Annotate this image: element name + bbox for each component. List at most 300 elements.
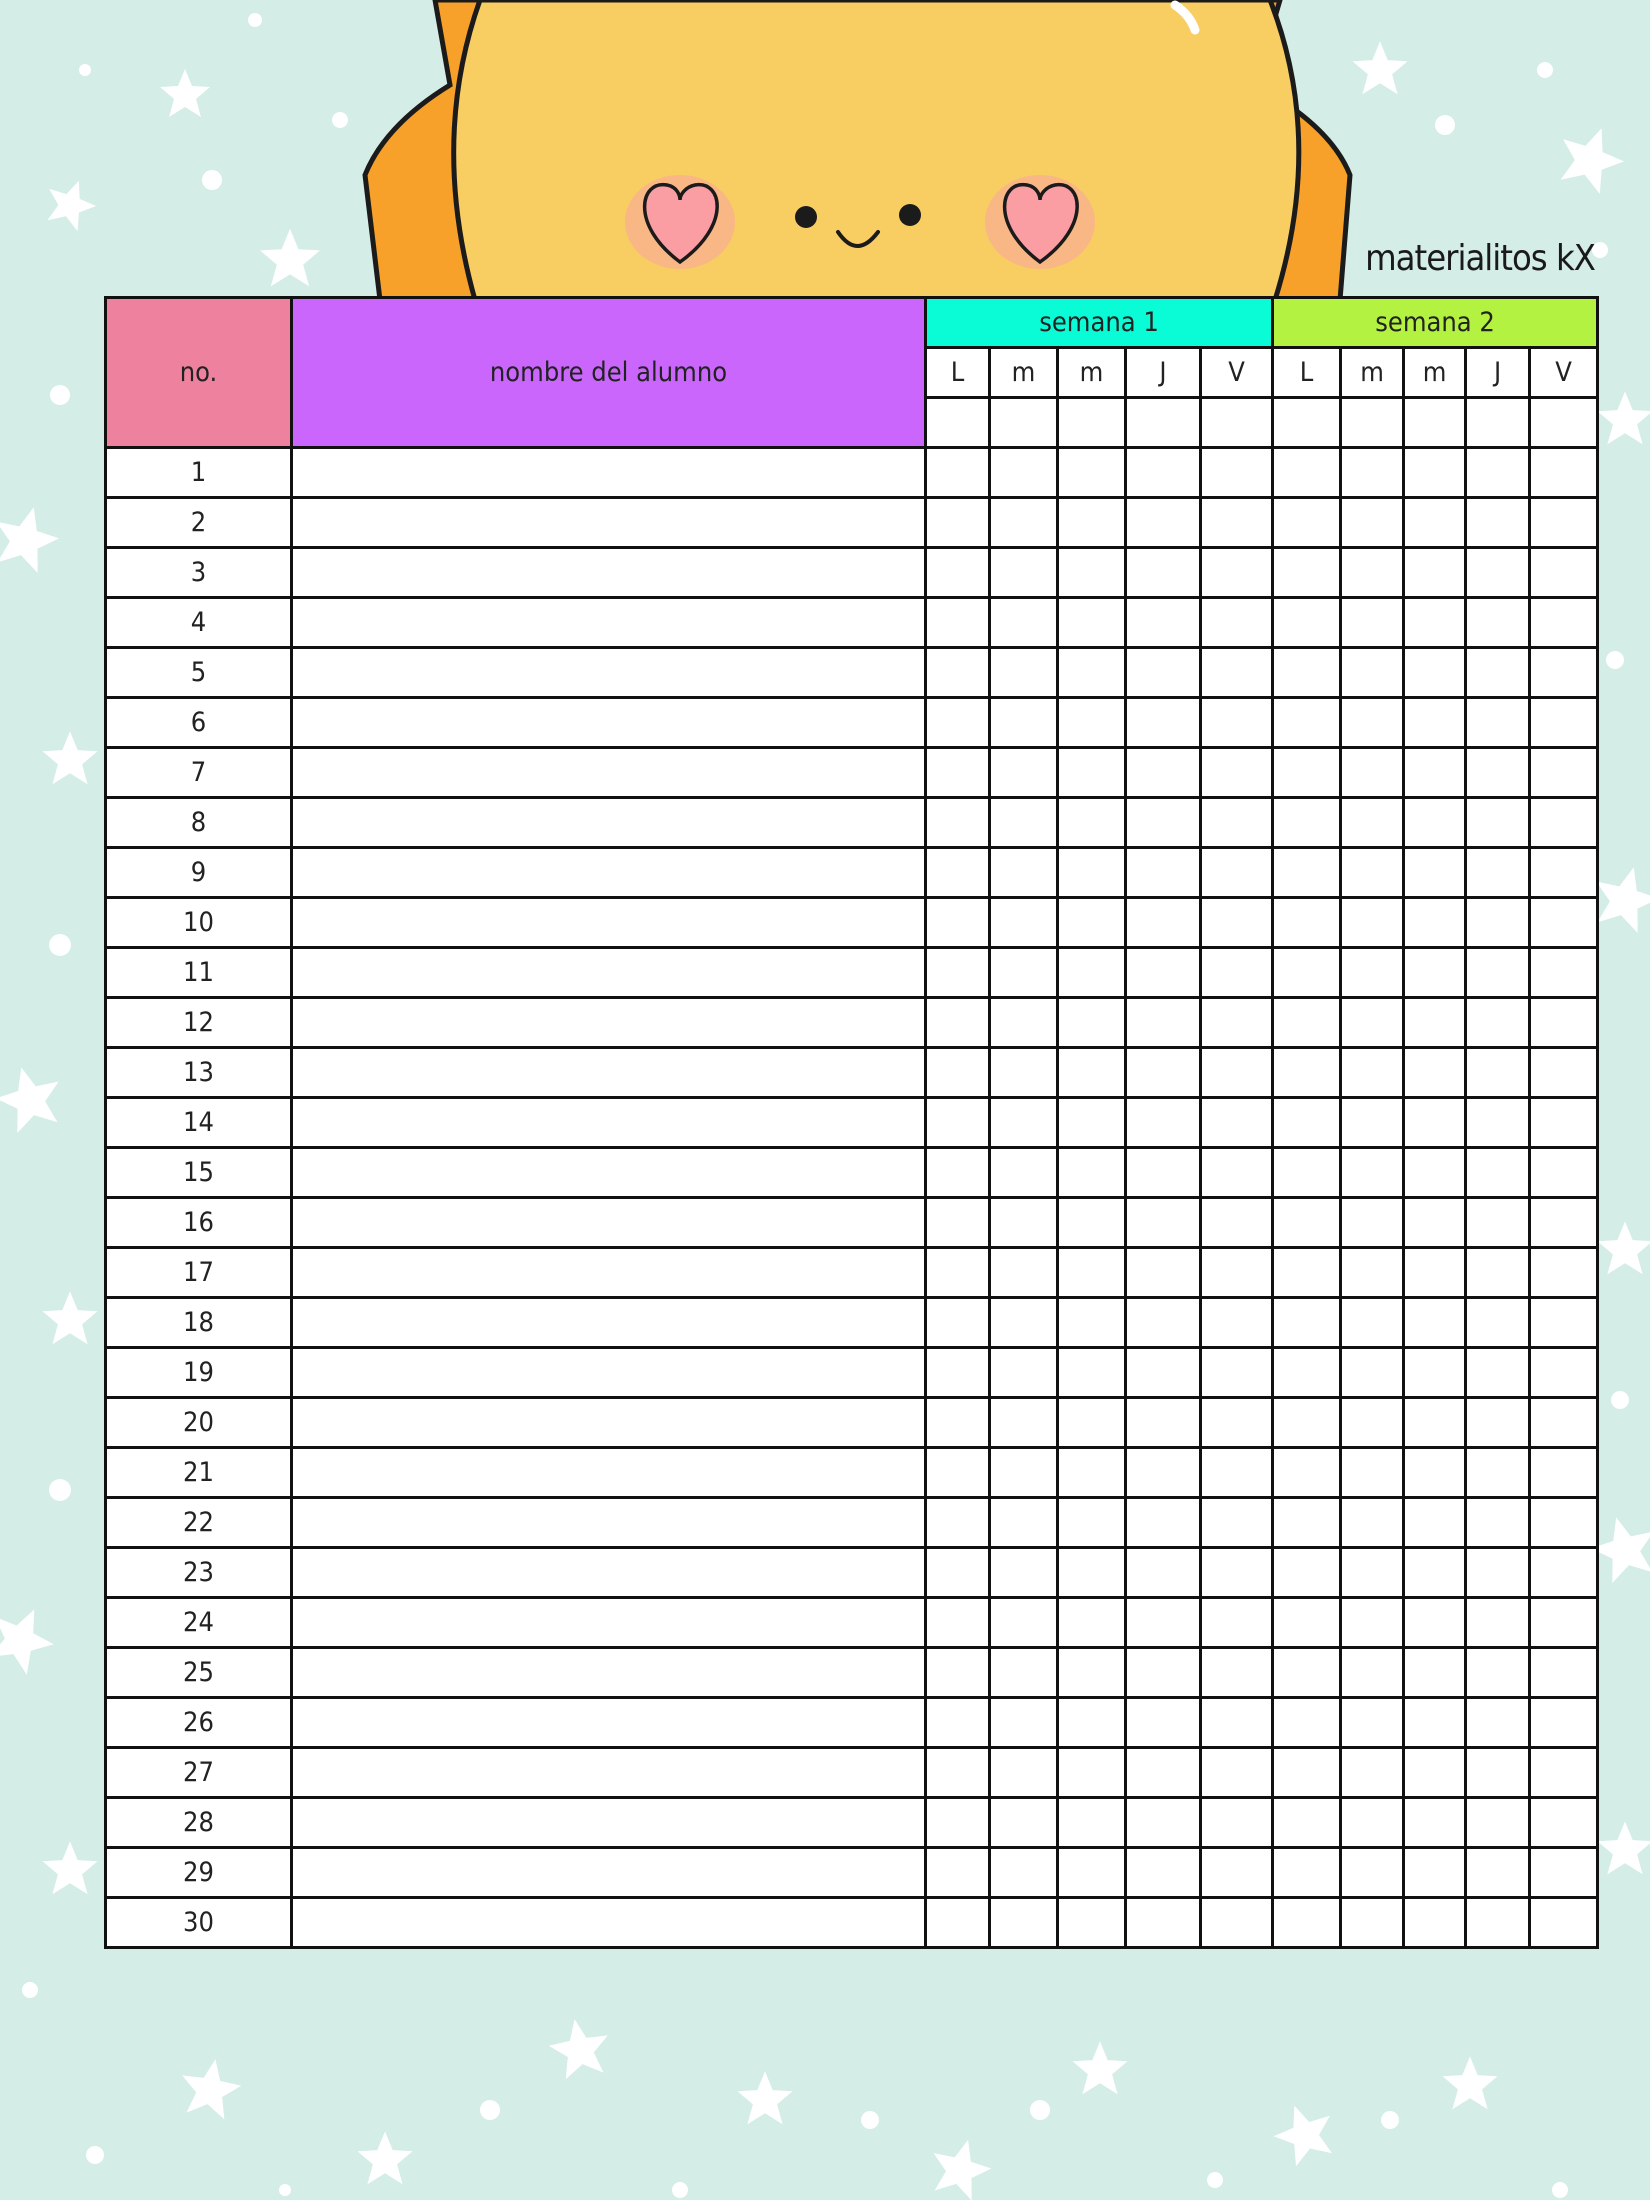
attendance-cell[interactable] xyxy=(1466,848,1530,898)
student-name-cell[interactable] xyxy=(292,1398,926,1448)
attendance-cell[interactable] xyxy=(1201,1498,1273,1548)
attendance-cell[interactable] xyxy=(1530,598,1598,648)
attendance-cell[interactable] xyxy=(926,1148,990,1198)
attendance-cell[interactable] xyxy=(1273,598,1341,648)
attendance-cell[interactable] xyxy=(1201,1448,1273,1498)
attendance-cell[interactable] xyxy=(1273,648,1341,698)
attendance-cell[interactable] xyxy=(990,1748,1058,1798)
attendance-cell[interactable] xyxy=(1273,1798,1341,1848)
attendance-cell[interactable] xyxy=(990,698,1058,748)
attendance-cell[interactable] xyxy=(1126,548,1201,598)
student-name-cell[interactable] xyxy=(292,1698,926,1748)
attendance-cell[interactable] xyxy=(1530,1498,1598,1548)
attendance-cell[interactable] xyxy=(926,1698,990,1748)
attendance-cell[interactable] xyxy=(1341,1848,1404,1898)
attendance-cell[interactable] xyxy=(1201,1198,1273,1248)
attendance-cell[interactable] xyxy=(1341,1348,1404,1398)
attendance-cell[interactable] xyxy=(1126,1748,1201,1798)
attendance-cell[interactable] xyxy=(1466,1148,1530,1198)
attendance-cell[interactable] xyxy=(990,798,1058,848)
attendance-cell[interactable] xyxy=(926,898,990,948)
attendance-cell[interactable] xyxy=(1530,798,1598,848)
attendance-cell[interactable] xyxy=(1530,1348,1598,1398)
attendance-cell[interactable] xyxy=(1126,448,1201,498)
attendance-cell[interactable] xyxy=(1530,498,1598,548)
attendance-cell[interactable] xyxy=(1341,498,1404,548)
attendance-cell[interactable] xyxy=(926,498,990,548)
attendance-cell[interactable] xyxy=(1341,898,1404,948)
attendance-cell[interactable] xyxy=(926,598,990,648)
attendance-cell[interactable] xyxy=(1273,1398,1341,1448)
student-name-cell[interactable] xyxy=(292,1248,926,1298)
attendance-cell[interactable] xyxy=(1466,898,1530,948)
attendance-cell[interactable] xyxy=(1404,848,1466,898)
attendance-cell[interactable] xyxy=(926,1248,990,1298)
attendance-cell[interactable] xyxy=(1341,1398,1404,1448)
attendance-cell[interactable] xyxy=(990,1498,1058,1548)
attendance-cell[interactable] xyxy=(926,698,990,748)
attendance-cell[interactable] xyxy=(1126,1798,1201,1848)
attendance-cell[interactable] xyxy=(990,1548,1058,1598)
attendance-cell[interactable] xyxy=(1201,698,1273,748)
attendance-cell[interactable] xyxy=(1126,1148,1201,1198)
attendance-cell[interactable] xyxy=(1126,498,1201,548)
attendance-cell[interactable] xyxy=(926,1898,990,1948)
blank-header-cell[interactable] xyxy=(1058,398,1126,448)
attendance-cell[interactable] xyxy=(1404,1498,1466,1548)
attendance-cell[interactable] xyxy=(1466,1048,1530,1098)
attendance-cell[interactable] xyxy=(926,1598,990,1648)
blank-header-cell[interactable] xyxy=(1201,398,1273,448)
attendance-cell[interactable] xyxy=(1273,1748,1341,1798)
attendance-cell[interactable] xyxy=(1466,1898,1530,1948)
attendance-cell[interactable] xyxy=(1341,448,1404,498)
attendance-cell[interactable] xyxy=(1404,1098,1466,1148)
attendance-cell[interactable] xyxy=(1058,1598,1126,1648)
attendance-cell[interactable] xyxy=(926,1398,990,1448)
attendance-cell[interactable] xyxy=(990,898,1058,948)
attendance-cell[interactable] xyxy=(1273,798,1341,848)
attendance-cell[interactable] xyxy=(1341,1048,1404,1098)
student-name-cell[interactable] xyxy=(292,898,926,948)
attendance-cell[interactable] xyxy=(1341,1548,1404,1598)
attendance-cell[interactable] xyxy=(1341,548,1404,598)
student-name-cell[interactable] xyxy=(292,848,926,898)
attendance-cell[interactable] xyxy=(1341,1798,1404,1848)
attendance-cell[interactable] xyxy=(1058,748,1126,798)
attendance-cell[interactable] xyxy=(990,598,1058,648)
attendance-cell[interactable] xyxy=(1404,648,1466,698)
attendance-cell[interactable] xyxy=(990,1348,1058,1398)
attendance-cell[interactable] xyxy=(1404,698,1466,748)
attendance-cell[interactable] xyxy=(926,948,990,998)
student-name-cell[interactable] xyxy=(292,1748,926,1798)
attendance-cell[interactable] xyxy=(1530,948,1598,998)
attendance-cell[interactable] xyxy=(1341,648,1404,698)
attendance-cell[interactable] xyxy=(1201,998,1273,1048)
attendance-cell[interactable] xyxy=(1201,1398,1273,1448)
attendance-cell[interactable] xyxy=(1404,1748,1466,1798)
attendance-cell[interactable] xyxy=(1530,898,1598,948)
attendance-cell[interactable] xyxy=(1273,748,1341,798)
attendance-cell[interactable] xyxy=(1201,448,1273,498)
attendance-cell[interactable] xyxy=(1466,1848,1530,1898)
attendance-cell[interactable] xyxy=(990,948,1058,998)
attendance-cell[interactable] xyxy=(1273,1098,1341,1148)
attendance-cell[interactable] xyxy=(1404,1198,1466,1248)
student-name-cell[interactable] xyxy=(292,1898,926,1948)
attendance-cell[interactable] xyxy=(1530,748,1598,798)
attendance-cell[interactable] xyxy=(1058,948,1126,998)
attendance-cell[interactable] xyxy=(990,1648,1058,1698)
attendance-cell[interactable] xyxy=(1404,598,1466,648)
attendance-cell[interactable] xyxy=(1466,448,1530,498)
attendance-cell[interactable] xyxy=(1530,448,1598,498)
attendance-cell[interactable] xyxy=(1058,1698,1126,1748)
attendance-cell[interactable] xyxy=(1530,548,1598,598)
attendance-cell[interactable] xyxy=(1466,1248,1530,1298)
attendance-cell[interactable] xyxy=(1341,748,1404,798)
student-name-cell[interactable] xyxy=(292,1098,926,1148)
attendance-cell[interactable] xyxy=(926,1448,990,1498)
attendance-cell[interactable] xyxy=(1058,898,1126,948)
attendance-cell[interactable] xyxy=(1126,1048,1201,1098)
attendance-cell[interactable] xyxy=(1466,1398,1530,1448)
attendance-cell[interactable] xyxy=(1126,1348,1201,1398)
attendance-cell[interactable] xyxy=(990,1848,1058,1898)
attendance-cell[interactable] xyxy=(1126,1598,1201,1648)
student-name-cell[interactable] xyxy=(292,1848,926,1898)
student-name-cell[interactable] xyxy=(292,1598,926,1648)
attendance-cell[interactable] xyxy=(1404,1698,1466,1748)
student-name-cell[interactable] xyxy=(292,1498,926,1548)
blank-header-cell[interactable] xyxy=(1126,398,1201,448)
student-name-cell[interactable] xyxy=(292,648,926,698)
attendance-cell[interactable] xyxy=(1530,1648,1598,1698)
attendance-cell[interactable] xyxy=(1058,1048,1126,1098)
blank-header-cell[interactable] xyxy=(1530,398,1598,448)
attendance-cell[interactable] xyxy=(1273,448,1341,498)
attendance-cell[interactable] xyxy=(1058,1148,1126,1198)
attendance-cell[interactable] xyxy=(990,748,1058,798)
attendance-cell[interactable] xyxy=(1273,1298,1341,1348)
attendance-cell[interactable] xyxy=(1466,998,1530,1048)
attendance-cell[interactable] xyxy=(1273,1598,1341,1648)
attendance-cell[interactable] xyxy=(1530,698,1598,748)
attendance-cell[interactable] xyxy=(1530,1548,1598,1598)
attendance-cell[interactable] xyxy=(1201,1848,1273,1898)
attendance-cell[interactable] xyxy=(1201,1648,1273,1698)
attendance-cell[interactable] xyxy=(1058,548,1126,598)
attendance-cell[interactable] xyxy=(1341,1898,1404,1948)
attendance-cell[interactable] xyxy=(990,1448,1058,1498)
attendance-cell[interactable] xyxy=(926,1298,990,1348)
attendance-cell[interactable] xyxy=(1058,1798,1126,1848)
attendance-cell[interactable] xyxy=(990,1098,1058,1148)
attendance-cell[interactable] xyxy=(1341,798,1404,848)
blank-header-cell[interactable] xyxy=(1341,398,1404,448)
attendance-cell[interactable] xyxy=(1058,498,1126,548)
attendance-cell[interactable] xyxy=(1341,848,1404,898)
attendance-cell[interactable] xyxy=(1126,798,1201,848)
attendance-cell[interactable] xyxy=(1126,998,1201,1048)
attendance-cell[interactable] xyxy=(1341,998,1404,1048)
attendance-cell[interactable] xyxy=(926,1798,990,1848)
attendance-cell[interactable] xyxy=(926,748,990,798)
attendance-cell[interactable] xyxy=(1341,1598,1404,1648)
attendance-cell[interactable] xyxy=(1126,948,1201,998)
attendance-cell[interactable] xyxy=(1530,1798,1598,1848)
student-name-cell[interactable] xyxy=(292,948,926,998)
attendance-cell[interactable] xyxy=(1466,548,1530,598)
attendance-cell[interactable] xyxy=(1341,1148,1404,1198)
attendance-cell[interactable] xyxy=(990,1198,1058,1248)
attendance-cell[interactable] xyxy=(1058,648,1126,698)
attendance-cell[interactable] xyxy=(1126,1398,1201,1448)
student-name-cell[interactable] xyxy=(292,748,926,798)
attendance-cell[interactable] xyxy=(1404,1448,1466,1498)
attendance-cell[interactable] xyxy=(1341,1448,1404,1498)
attendance-cell[interactable] xyxy=(1404,1298,1466,1348)
attendance-cell[interactable] xyxy=(1126,1198,1201,1248)
attendance-cell[interactable] xyxy=(1273,1048,1341,1098)
student-name-cell[interactable] xyxy=(292,1148,926,1198)
attendance-cell[interactable] xyxy=(1404,898,1466,948)
attendance-cell[interactable] xyxy=(1341,1098,1404,1148)
attendance-cell[interactable] xyxy=(1273,1548,1341,1598)
attendance-cell[interactable] xyxy=(1404,1648,1466,1698)
attendance-cell[interactable] xyxy=(926,648,990,698)
attendance-cell[interactable] xyxy=(1058,1098,1126,1148)
attendance-cell[interactable] xyxy=(1404,548,1466,598)
attendance-cell[interactable] xyxy=(990,1598,1058,1648)
student-name-cell[interactable] xyxy=(292,1548,926,1598)
attendance-cell[interactable] xyxy=(1273,898,1341,948)
attendance-cell[interactable] xyxy=(1273,698,1341,748)
student-name-cell[interactable] xyxy=(292,998,926,1048)
attendance-cell[interactable] xyxy=(1530,1898,1598,1948)
attendance-cell[interactable] xyxy=(1126,1898,1201,1948)
attendance-cell[interactable] xyxy=(990,1148,1058,1198)
attendance-cell[interactable] xyxy=(1058,998,1126,1048)
blank-header-cell[interactable] xyxy=(1273,398,1341,448)
attendance-cell[interactable] xyxy=(1126,1698,1201,1748)
attendance-cell[interactable] xyxy=(1126,1098,1201,1148)
attendance-cell[interactable] xyxy=(1058,1248,1126,1298)
attendance-cell[interactable] xyxy=(1466,1798,1530,1848)
attendance-cell[interactable] xyxy=(1466,1698,1530,1748)
attendance-cell[interactable] xyxy=(990,848,1058,898)
attendance-cell[interactable] xyxy=(1201,1048,1273,1098)
student-name-cell[interactable] xyxy=(292,1198,926,1248)
attendance-cell[interactable] xyxy=(1273,1198,1341,1248)
student-name-cell[interactable] xyxy=(292,598,926,648)
attendance-cell[interactable] xyxy=(1058,1348,1126,1398)
attendance-cell[interactable] xyxy=(1126,1648,1201,1698)
blank-header-cell[interactable] xyxy=(926,398,990,448)
attendance-cell[interactable] xyxy=(1201,1548,1273,1598)
attendance-cell[interactable] xyxy=(1201,498,1273,548)
student-name-cell[interactable] xyxy=(292,1648,926,1698)
attendance-cell[interactable] xyxy=(926,1648,990,1698)
attendance-cell[interactable] xyxy=(926,548,990,598)
attendance-cell[interactable] xyxy=(1201,948,1273,998)
attendance-cell[interactable] xyxy=(1404,1548,1466,1598)
attendance-cell[interactable] xyxy=(926,1198,990,1248)
attendance-cell[interactable] xyxy=(990,1248,1058,1298)
attendance-cell[interactable] xyxy=(926,1548,990,1598)
attendance-cell[interactable] xyxy=(1201,1798,1273,1848)
attendance-cell[interactable] xyxy=(990,1398,1058,1448)
attendance-cell[interactable] xyxy=(1126,1298,1201,1348)
attendance-cell[interactable] xyxy=(1341,1298,1404,1348)
student-name-cell[interactable] xyxy=(292,1348,926,1398)
attendance-cell[interactable] xyxy=(990,498,1058,548)
attendance-cell[interactable] xyxy=(990,648,1058,698)
attendance-cell[interactable] xyxy=(1201,1598,1273,1648)
attendance-cell[interactable] xyxy=(1341,1198,1404,1248)
attendance-cell[interactable] xyxy=(1126,648,1201,698)
attendance-cell[interactable] xyxy=(1058,1648,1126,1698)
attendance-cell[interactable] xyxy=(1404,798,1466,848)
attendance-cell[interactable] xyxy=(1058,1548,1126,1598)
attendance-cell[interactable] xyxy=(1530,1098,1598,1148)
attendance-cell[interactable] xyxy=(1126,848,1201,898)
blank-header-cell[interactable] xyxy=(990,398,1058,448)
attendance-cell[interactable] xyxy=(1466,748,1530,798)
attendance-cell[interactable] xyxy=(1466,1298,1530,1348)
attendance-cell[interactable] xyxy=(1466,1098,1530,1148)
student-name-cell[interactable] xyxy=(292,798,926,848)
attendance-cell[interactable] xyxy=(1273,1648,1341,1698)
attendance-cell[interactable] xyxy=(1404,1048,1466,1098)
attendance-cell[interactable] xyxy=(1341,1748,1404,1798)
attendance-cell[interactable] xyxy=(1126,898,1201,948)
attendance-cell[interactable] xyxy=(1341,1648,1404,1698)
attendance-cell[interactable] xyxy=(1201,1698,1273,1748)
attendance-cell[interactable] xyxy=(1201,1748,1273,1798)
attendance-cell[interactable] xyxy=(1530,1298,1598,1348)
attendance-cell[interactable] xyxy=(1126,748,1201,798)
attendance-cell[interactable] xyxy=(1466,1548,1530,1598)
attendance-cell[interactable] xyxy=(1201,548,1273,598)
student-name-cell[interactable] xyxy=(292,548,926,598)
attendance-cell[interactable] xyxy=(1273,1698,1341,1748)
attendance-cell[interactable] xyxy=(1058,1198,1126,1248)
blank-header-cell[interactable] xyxy=(1466,398,1530,448)
attendance-cell[interactable] xyxy=(1201,598,1273,648)
attendance-cell[interactable] xyxy=(1201,748,1273,798)
attendance-cell[interactable] xyxy=(1404,1898,1466,1948)
attendance-cell[interactable] xyxy=(1466,798,1530,848)
attendance-cell[interactable] xyxy=(926,448,990,498)
attendance-cell[interactable] xyxy=(1126,1848,1201,1898)
attendance-cell[interactable] xyxy=(1341,598,1404,648)
attendance-cell[interactable] xyxy=(1058,1748,1126,1798)
attendance-cell[interactable] xyxy=(1530,848,1598,898)
attendance-cell[interactable] xyxy=(926,1848,990,1898)
student-name-cell[interactable] xyxy=(292,498,926,548)
attendance-cell[interactable] xyxy=(1058,848,1126,898)
attendance-cell[interactable] xyxy=(1466,1598,1530,1648)
attendance-cell[interactable] xyxy=(1404,948,1466,998)
attendance-cell[interactable] xyxy=(926,1048,990,1098)
attendance-cell[interactable] xyxy=(1404,448,1466,498)
attendance-cell[interactable] xyxy=(1201,1898,1273,1948)
attendance-cell[interactable] xyxy=(1201,848,1273,898)
attendance-cell[interactable] xyxy=(1273,1498,1341,1548)
attendance-cell[interactable] xyxy=(1201,1098,1273,1148)
attendance-cell[interactable] xyxy=(926,798,990,848)
attendance-cell[interactable] xyxy=(1273,848,1341,898)
attendance-cell[interactable] xyxy=(990,1798,1058,1848)
attendance-cell[interactable] xyxy=(1404,748,1466,798)
attendance-cell[interactable] xyxy=(1341,698,1404,748)
attendance-cell[interactable] xyxy=(1058,1848,1126,1898)
attendance-cell[interactable] xyxy=(1530,1148,1598,1198)
blank-header-cell[interactable] xyxy=(1404,398,1466,448)
attendance-cell[interactable] xyxy=(1466,698,1530,748)
student-name-cell[interactable] xyxy=(292,1048,926,1098)
attendance-cell[interactable] xyxy=(1341,948,1404,998)
attendance-cell[interactable] xyxy=(1530,1698,1598,1748)
attendance-cell[interactable] xyxy=(1341,1698,1404,1748)
attendance-cell[interactable] xyxy=(1058,1498,1126,1548)
attendance-cell[interactable] xyxy=(1126,598,1201,648)
attendance-cell[interactable] xyxy=(990,998,1058,1048)
attendance-cell[interactable] xyxy=(1530,1248,1598,1298)
attendance-cell[interactable] xyxy=(1530,1198,1598,1248)
attendance-cell[interactable] xyxy=(1466,498,1530,548)
attendance-cell[interactable] xyxy=(1404,1248,1466,1298)
attendance-cell[interactable] xyxy=(1201,798,1273,848)
student-name-cell[interactable] xyxy=(292,1798,926,1848)
attendance-cell[interactable] xyxy=(1273,548,1341,598)
attendance-cell[interactable] xyxy=(1530,1048,1598,1098)
attendance-cell[interactable] xyxy=(990,1698,1058,1748)
attendance-cell[interactable] xyxy=(1466,1498,1530,1548)
attendance-cell[interactable] xyxy=(1273,1348,1341,1398)
attendance-cell[interactable] xyxy=(926,848,990,898)
attendance-cell[interactable] xyxy=(1404,1398,1466,1448)
attendance-cell[interactable] xyxy=(1126,1548,1201,1598)
attendance-cell[interactable] xyxy=(1466,1448,1530,1498)
attendance-cell[interactable] xyxy=(926,1748,990,1798)
attendance-cell[interactable] xyxy=(1126,1448,1201,1498)
attendance-cell[interactable] xyxy=(926,1498,990,1548)
attendance-cell[interactable] xyxy=(1058,1398,1126,1448)
attendance-cell[interactable] xyxy=(1201,1348,1273,1398)
attendance-cell[interactable] xyxy=(1201,1248,1273,1298)
attendance-cell[interactable] xyxy=(1058,1298,1126,1348)
attendance-cell[interactable] xyxy=(1466,1198,1530,1248)
attendance-cell[interactable] xyxy=(1058,448,1126,498)
attendance-cell[interactable] xyxy=(1201,1148,1273,1198)
attendance-cell[interactable] xyxy=(1530,1748,1598,1798)
attendance-cell[interactable] xyxy=(1273,1898,1341,1948)
attendance-cell[interactable] xyxy=(1530,1398,1598,1448)
attendance-cell[interactable] xyxy=(1404,498,1466,548)
attendance-cell[interactable] xyxy=(1126,1498,1201,1548)
student-name-cell[interactable] xyxy=(292,1298,926,1348)
attendance-cell[interactable] xyxy=(1201,648,1273,698)
attendance-cell[interactable] xyxy=(1341,1498,1404,1548)
attendance-cell[interactable] xyxy=(1058,698,1126,748)
attendance-cell[interactable] xyxy=(1404,1598,1466,1648)
attendance-cell[interactable] xyxy=(1404,1348,1466,1398)
attendance-cell[interactable] xyxy=(1058,1448,1126,1498)
attendance-cell[interactable] xyxy=(1201,1298,1273,1348)
